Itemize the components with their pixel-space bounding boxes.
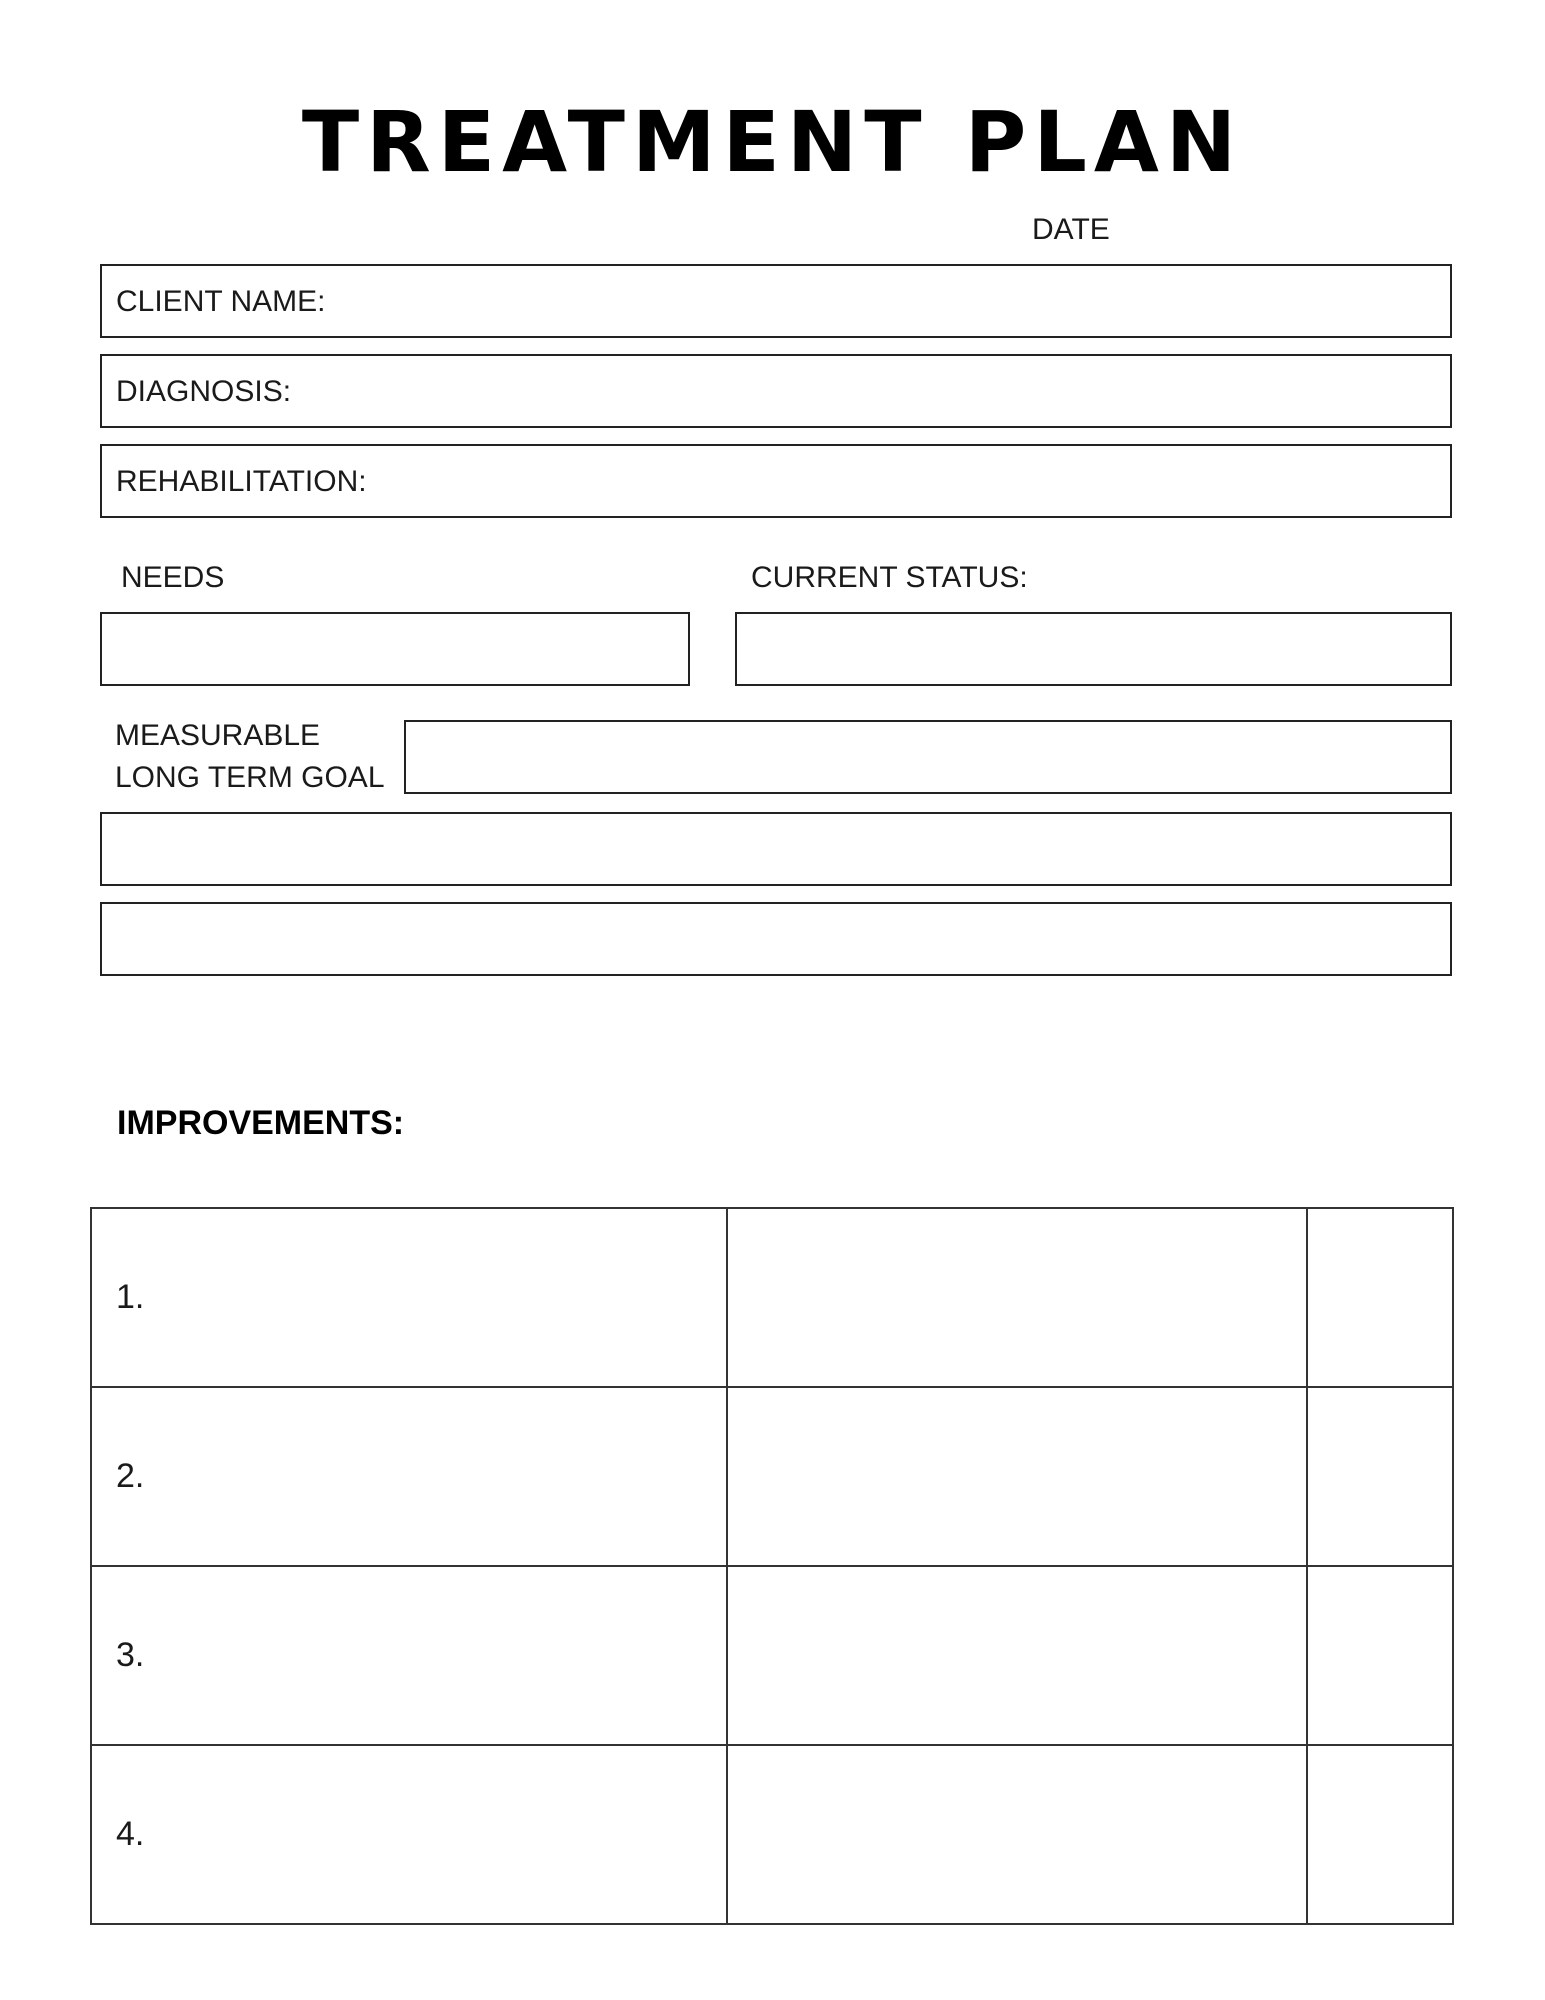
current-status-input[interactable]	[751, 628, 1441, 674]
improvement-item-cell[interactable]	[91, 1208, 727, 1387]
goal-label-line1: MEASURABLE	[115, 719, 321, 752]
goal-extra-input-1[interactable]	[116, 828, 1440, 874]
improvement-item-cell[interactable]	[91, 1745, 727, 1924]
goal-extra-field-1[interactable]	[100, 812, 1452, 886]
improvements-table	[90, 1207, 1454, 1925]
table-row	[91, 1387, 1453, 1566]
long-term-goal-field[interactable]	[404, 720, 1452, 794]
rehabilitation-field[interactable]	[100, 444, 1452, 518]
date-label: DATE	[1032, 213, 1110, 246]
improvement-check-cell[interactable]	[1307, 1745, 1453, 1924]
goal-extra-input-2[interactable]	[116, 918, 1440, 964]
improvement-detail-cell[interactable]	[727, 1745, 1307, 1924]
date-input[interactable]	[1125, 208, 1449, 250]
needs-label: NEEDS	[121, 561, 225, 594]
row-number: 3.	[116, 1636, 145, 1674]
diagnosis-label: DIAGNOSIS:	[116, 375, 292, 408]
diagnosis-field[interactable]	[100, 354, 1452, 428]
row-number: 1.	[116, 1278, 145, 1316]
rehabilitation-input[interactable]	[382, 460, 1436, 506]
goal-extra-field-2[interactable]	[100, 902, 1452, 976]
improvement-check-cell[interactable]	[1307, 1387, 1453, 1566]
improvement-item-cell[interactable]	[91, 1566, 727, 1745]
improvement-detail-cell[interactable]	[727, 1208, 1307, 1387]
table-row	[91, 1208, 1453, 1387]
improvement-check-cell[interactable]	[1307, 1566, 1453, 1745]
page-title: TREATMENT PLAN	[301, 93, 1244, 191]
needs-input[interactable]	[116, 628, 680, 674]
client-name-input[interactable]	[342, 280, 1436, 326]
table-row	[91, 1566, 1453, 1745]
current-status-field[interactable]	[735, 612, 1452, 686]
diagnosis-input[interactable]	[302, 370, 1436, 416]
improvement-detail-cell[interactable]	[727, 1387, 1307, 1566]
row-number: 4.	[116, 1815, 145, 1853]
table-row	[91, 1745, 1453, 1924]
rehabilitation-label: REHABILITATION:	[116, 465, 367, 498]
improvements-heading: IMPROVEMENTS:	[117, 1104, 405, 1142]
improvement-check-cell[interactable]	[1307, 1208, 1453, 1387]
client-name-label: CLIENT NAME:	[116, 285, 326, 318]
long-term-goal-input[interactable]	[420, 736, 1440, 782]
improvement-detail-cell[interactable]	[727, 1566, 1307, 1745]
goal-label-line2: LONG TERM GOAL	[115, 761, 385, 794]
current-status-label: CURRENT STATUS:	[751, 561, 1028, 594]
row-number: 2.	[116, 1457, 145, 1495]
client-name-field[interactable]	[100, 264, 1452, 338]
needs-field[interactable]	[100, 612, 690, 686]
improvement-item-cell[interactable]	[91, 1387, 727, 1566]
